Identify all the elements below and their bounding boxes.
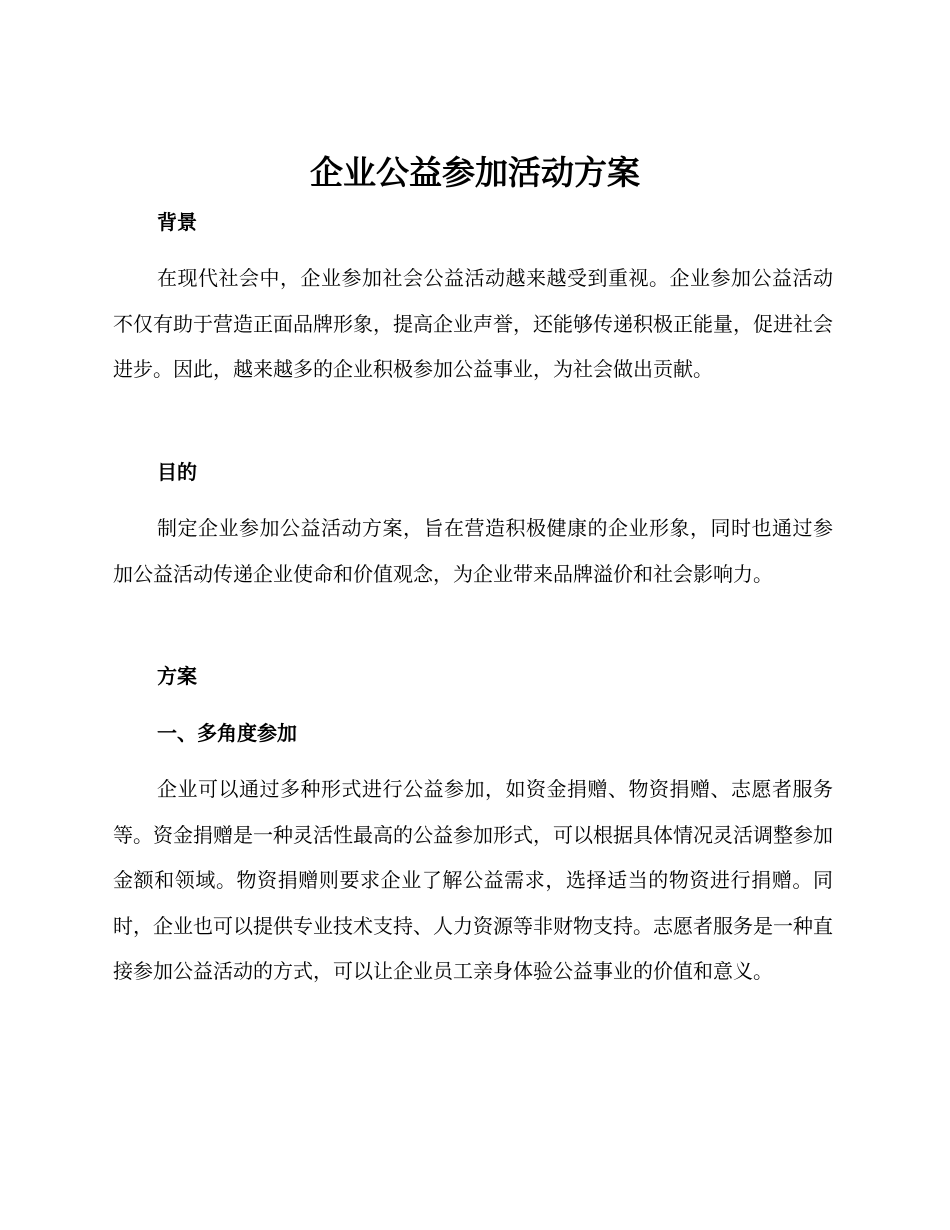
section-heading-multi-angle: 一、多角度参加 bbox=[157, 721, 297, 745]
document-title: 企业公益参加活动方案 bbox=[310, 153, 640, 192]
section-heading-plan: 方案 bbox=[157, 664, 197, 688]
section-body-multi-angle: 企业可以通过多种形式进行公益参加，如资金捐赠、物资捐赠、志愿者服务等。资金捐赠是一种灵活性最高的公益参加形式，可以根据具体情况灵活调整参加金额和领域。物资捐赠则要求企业了解公益需求，选择适当的物资进行捐赠。同时，企业也可以提供专业技术支持、人力资源等非财物支持。志愿者服务是一种直接参加公益活动的方式，可以让企业员工亲身体验公益事业的价值和意义。 bbox=[113, 777, 833, 983]
section-body-purpose: 制定企业参加公益活动方案，旨在营造积极健康的企业形象，同时也通过参加公益活动传递企业使命和价值观念，为企业带来品牌溢价和社会影响力。 bbox=[113, 516, 833, 586]
section-body-background: 在现代社会中，企业参加社会公益活动越来越受到重视。企业参加公益活动不仅有助于营造正面品牌形象，提高企业声誉，还能够传递积极正能量，促进社会进步。因此，越来越多的企业积极参加公益事业，为社会做出贡献。 bbox=[113, 266, 833, 381]
section-heading-background: 背景 bbox=[157, 210, 197, 234]
section-heading-purpose: 目的 bbox=[157, 460, 197, 484]
